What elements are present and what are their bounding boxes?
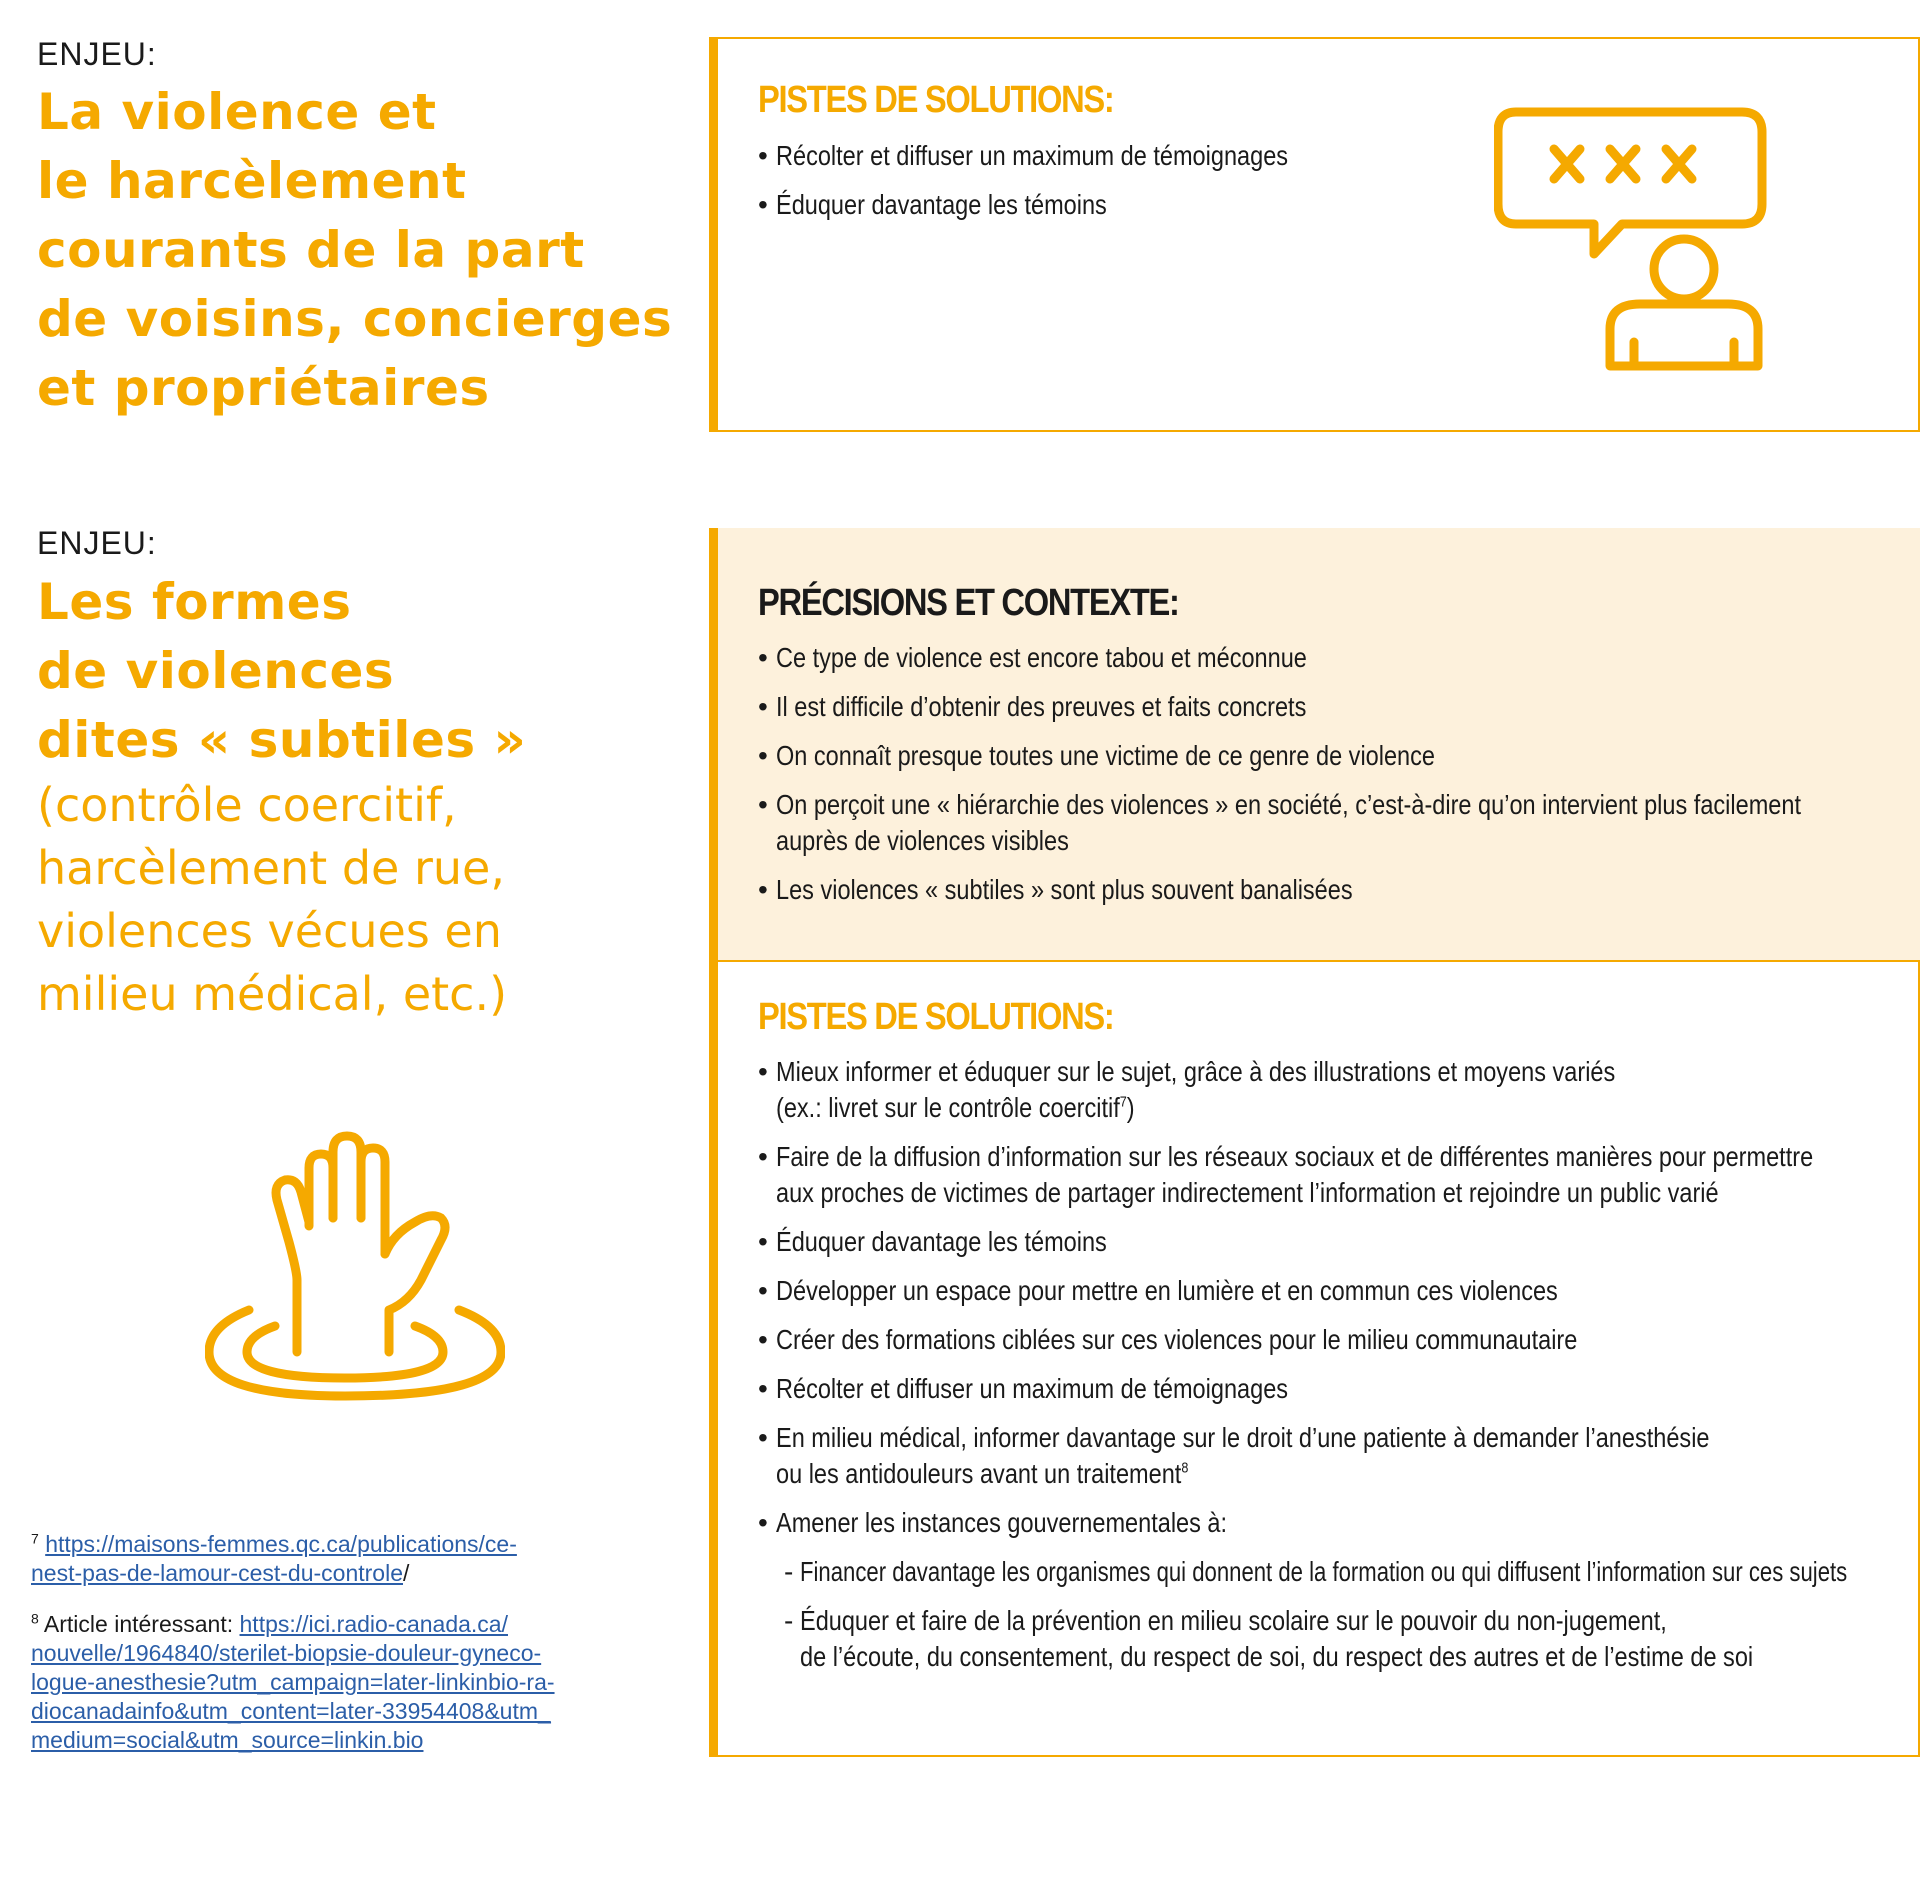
subtitle-line: (contrôle coercitif, — [37, 778, 457, 832]
subtitle-line: violences vécues en — [37, 904, 502, 958]
footnote-link[interactable]: diocanadainfo&utm_content=later-33954408&utm_ — [31, 1698, 551, 1724]
list-item: • Ce type de violence est encore tabou et méconnue — [758, 639, 1920, 677]
title-line: le harcèlement — [37, 152, 467, 210]
list-item: • Éduquer davantage les témoins — [758, 186, 1386, 224]
list-item: • Mieux informer et éduquer sur le sujet, grâce à des illustrations et moyens variés (ex.: livret sur le contrôle coercitif$^7$) — [758, 1053, 1920, 1127]
subtitle-line: milieu médical, etc.) — [37, 967, 508, 1021]
list-item: • On connaît presque toutes une victime de ce genre de violence — [758, 737, 1920, 775]
raised-hand-drowning-icon — [205, 1130, 505, 1407]
solutions-list — [758, 137, 1386, 235]
title-line: de violences — [37, 642, 395, 700]
list-item: • Faire de la diffusion d’information sur les réseaux sociaux et de différentes manières pour permettre aux proches de victimes de partager indirectement l’information et rejoindre un public varié — [758, 1138, 1920, 1212]
list-item: • Les violences « subtiles » sont plus souvent banalisées — [758, 871, 1920, 909]
list-item: • Éduquer davantage les témoins — [758, 1223, 1920, 1261]
enjeu-label: ENJEU: — [37, 36, 157, 72]
sub-list-item: - Financer davantage les organismes qui donnent de la formation ou qui diffusent l’information sur ces sujets — [758, 1553, 1920, 1591]
list-item: • Récolter et diffuser un maximum de témoignages — [758, 137, 1386, 175]
sub-list-item: - Éduquer et faire de la prévention en milieu scolaire sur le pouvoir du non-jugement, de l’écoute, du consentement, du respect de soi, du respect des autres et de l’estime de soi — [758, 1602, 1920, 1676]
list-item: • Développer un espace pour mettre en lumière et en commun ces violences — [758, 1272, 1920, 1310]
footnote-link[interactable]: medium=social&utm_source=linkin.bio — [31, 1727, 424, 1753]
issue-subtitle — [37, 774, 507, 1026]
list-item: • Il est difficile d’obtenir des preuves et faits concrets — [758, 688, 1920, 726]
enjeu-label: ENJEU: — [37, 525, 157, 561]
context-heading: PRÉCISIONS ET CONTEXTE: — [758, 582, 1179, 624]
footnote-8: $^8$ Article intéressant: https://ici.radio-canada.ca/ nouvelle/1964840/sterilet-biopsie-douleur-gyneco- logue-anesthesie?utm_campaign=later-linkinbio-ra- diocanadainfo&utm_content=later-33954408&utm_ medium=social&utm_source=linkin.bio — [31, 1610, 555, 1753]
solutions-heading: PISTES DE SOLUTIONS: — [758, 79, 1114, 121]
title-line: La violence et — [37, 83, 437, 141]
footnote-link[interactable]: nest-pas-de-lamour-cest-du-controle — [31, 1560, 403, 1586]
speech-bubble-person-icon — [1494, 104, 1769, 379]
solutions-heading: PISTES DE SOLUTIONS: — [758, 996, 1114, 1038]
footnote-7: $^7$ https://maisons-femmes.qc.ca/publications/ce- nest-pas-de-lamour-cest-du-controle/ — [31, 1530, 517, 1586]
footnote-link[interactable]: nouvelle/1964840/sterilet-biopsie-douleur-gyneco- — [31, 1640, 542, 1666]
title-line: et propriétaires — [37, 359, 490, 417]
list-item: • Créer des formations ciblées sur ces violences pour le milieu communautaire — [758, 1321, 1920, 1359]
list-item: • Amener les instances gouvernementales à: — [758, 1504, 1920, 1542]
list-item: • En milieu médical, informer davantage sur le droit d’une patiente à demander l’anesthésie ou les antidouleurs avant un traitement$^8$ — [758, 1419, 1920, 1493]
title-line: de voisins, concierges — [37, 290, 673, 348]
context-box — [709, 528, 1920, 960]
footnote-link[interactable]: logue-anesthesie?utm_campaign=later-linkinbio-ra- — [31, 1669, 555, 1695]
subtitle-line: harcèlement de rue, — [37, 841, 505, 895]
solutions-list — [758, 1053, 1920, 1687]
solutions-box — [709, 37, 1920, 432]
footnote-link[interactable]: https://maisons-femmes.qc.ca/publications/ce- — [45, 1531, 517, 1557]
list-item: • Récolter et diffuser un maximum de témoignages — [758, 1370, 1920, 1408]
issue-title — [37, 568, 526, 775]
footnotes — [31, 1530, 555, 1777]
title-line: courants de la part — [37, 221, 585, 279]
solutions-box — [709, 960, 1920, 1757]
issue-title — [37, 78, 672, 423]
title-line: Les formes — [37, 573, 352, 631]
footnote-link[interactable]: https://ici.radio-canada.ca/ — [239, 1611, 508, 1637]
title-line: dites « subtiles » — [37, 711, 527, 769]
context-list — [758, 639, 1920, 920]
list-item: • On perçoit une « hiérarchie des violences » en société, c’est-à-dire qu’on intervient plus facilement auprès de violences visibles — [758, 786, 1920, 860]
